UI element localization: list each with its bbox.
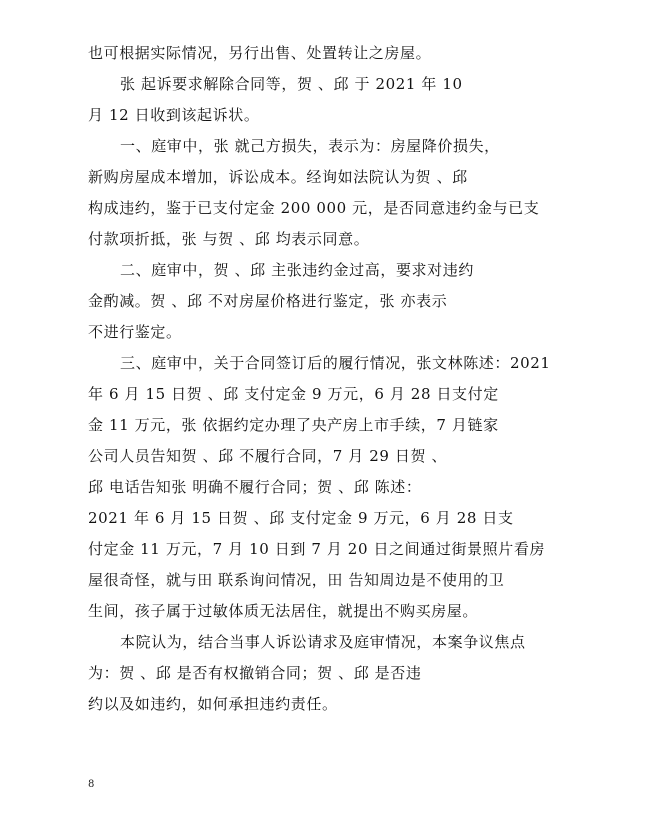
paragraph-line: 不进行鉴定。 — [88, 323, 182, 341]
paragraph-line: 为：贺 、邱 是否有权撤销合同；贺 、邱 是否违 — [88, 664, 422, 682]
paragraph-line: 也可根据实际情况，另行出售、处置转让之房屋。 — [88, 44, 432, 62]
paragraph-line: 2021 年 6 月 15 日贺 、邱 支付定金 9 万元，6 月 28 日支 — [88, 509, 514, 527]
paragraph-line: 月 12 日收到该起诉状。 — [88, 106, 260, 124]
paragraph-line: 金 11 万元，张 依据约定办理了央产房上市手续，7 月链家 — [88, 416, 499, 434]
page-number: 8 — [88, 779, 95, 790]
paragraph-line: 三、庭审中，关于合同签订后的履行情况，张文林陈述：2021 — [120, 354, 551, 372]
paragraph-line: 付定金 11 万元，7 月 10 日到 7 月 20 日之间通过街景照片看房 — [88, 540, 546, 558]
paragraph-line: 公司人员告知贺 、邱 不履行合同，7 月 29 日贺 、 — [88, 447, 448, 465]
paragraph-line: 屋很奇怪，就与田 联系询问情况，田 告知周边是不使用的卫 — [88, 571, 505, 589]
paragraph-line: 二、庭审中，贺 、邱 主张违约金过高，要求对违约 — [120, 261, 474, 279]
paragraph-line: 生间，孩子属于过敏体质无法居住，就提出不购买房屋。 — [88, 602, 479, 620]
paragraph-line: 本院认为，结合当事人诉讼请求及庭审情况，本案争议焦点 — [120, 633, 526, 651]
paragraph-line: 年 6 月 15 日贺 、邱 支付定金 9 万元，6 月 28 日支付定 — [88, 385, 499, 403]
paragraph-line: 构成违约，鉴于已支付定金 200 000 元，是否同意违约金与已支 — [88, 199, 540, 217]
paragraph-line: 付款项折抵，张 与贺 、邱 均表示同意。 — [88, 230, 370, 248]
paragraph-line: 新购房屋成本增加，诉讼成本。经询如法院认为贺 、邱 — [88, 168, 468, 186]
paragraph-line: 张 起诉要求解除合同等，贺 、邱 于 2021 年 10 — [120, 75, 463, 93]
paragraph-line: 约以及如违约，如何承担违约责任。 — [88, 695, 338, 713]
paragraph-line: 一、庭审中，张 就己方损失，表示为：房屋降价损失， — [120, 137, 500, 155]
paragraph-line: 金酌减。贺 、邱 不对房屋价格进行鉴定，张 亦表示 — [88, 292, 448, 310]
paragraph-line: 邱 电话告知张 明确不履行合同；贺 、邱 陈述： — [88, 478, 422, 496]
document-body — [88, 38, 580, 720]
